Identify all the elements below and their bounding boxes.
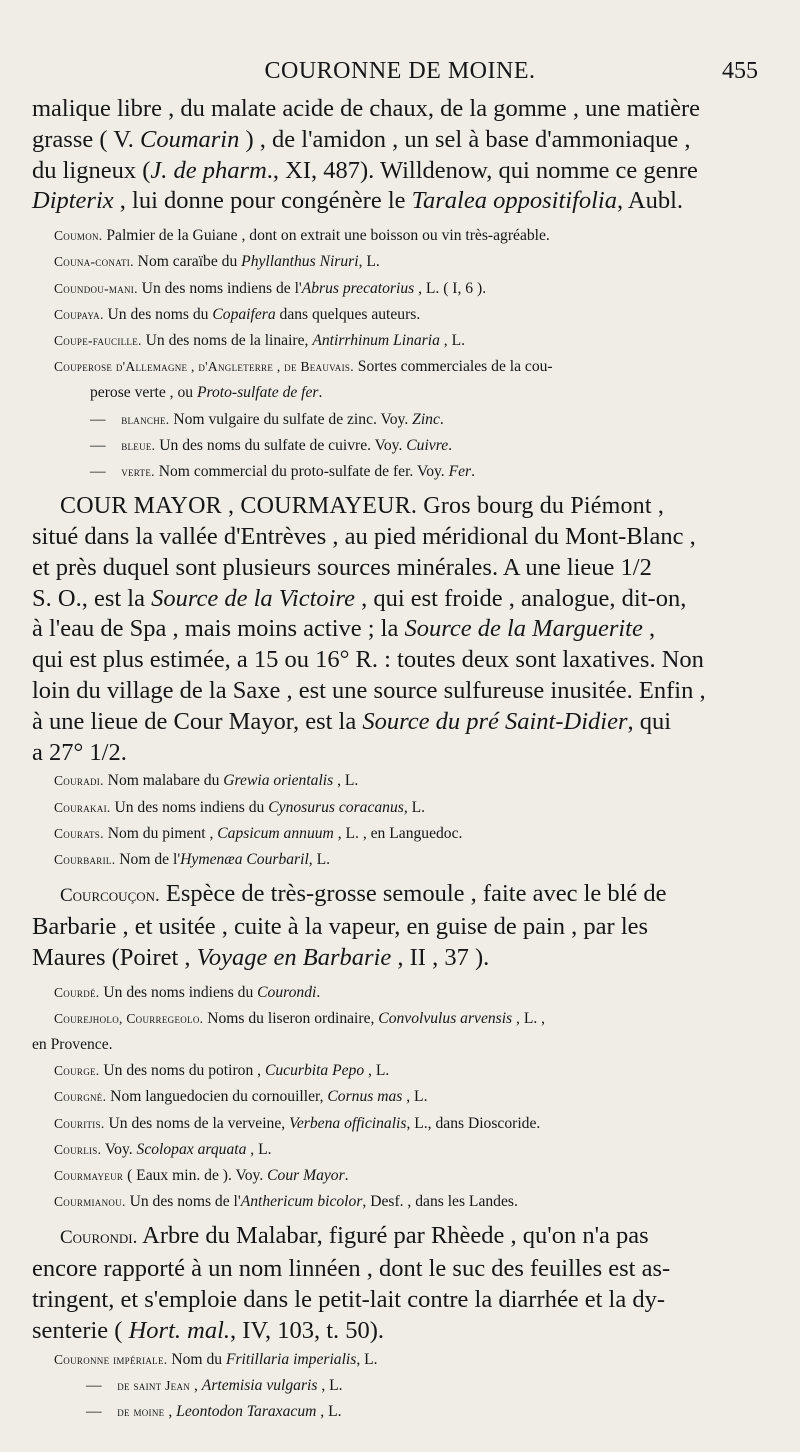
entry-couronne-moine: — de moine , Leontodon Taraxacum , L. [86, 1403, 342, 1421]
text-line: tringent, et s'emploie dans le petit-lait contre la diarrhée et la dy- [32, 1286, 666, 1314]
entry-couperose-bleue: — bleue. Un des noms du sulfate de cuivre. Voy. Cuivre. [90, 436, 453, 454]
entry-couperose-verte: — verte. Nom commercial du proto-sulfate de fer. Voy. Fer. [90, 463, 476, 481]
entry-courlis: Courlis. Voy. Scolopax arquata , L. [54, 1140, 272, 1158]
text-line: Maures (Poiret , Voyage en Barbarie , II , 37 ). [32, 943, 490, 971]
text-line: loin du village de la Saxe , est une source sulfureuse inusitée. Enfin , [32, 677, 706, 704]
entry-couronne-saint-jean: — de saint Jean , Artemisia vulgaris , L. [86, 1376, 343, 1394]
entry-coupe-faucille: Coupe-faucille. Un des noms de la linaire, Antirrhinum Linaria , L. [54, 332, 466, 349]
entry-coundou-mani: Coundou-mani. Un des noms indiens de l'Abrus precatorius , L. ( I, 6 ). [54, 279, 487, 297]
entry-coumon: Coumon. Palmier de la Guiane , dont on extrait une boisson ou vin très-agréable. [54, 227, 550, 245]
text-line: situé dans la vallée d'Entrèves , au pied méridional du Mont-Blanc , [32, 523, 696, 551]
running-title: COURONNE DE MOINE. [264, 58, 536, 84]
text-line: Courcouçon. Espèce de très-grosse semoule , faite avec le blé de [60, 880, 667, 908]
text-line: encore rapporté à un nom linnéen , dont le suc des feuilles est as- [32, 1255, 671, 1283]
text-line: qui est plus estimée, a 15 ou 16° R. : toutes deux sont laxatives. Non [32, 646, 704, 674]
text-line: grasse ( V. Coumarin ) , de l'amidon , un sel à base d'ammoniaque , [32, 125, 691, 153]
paragraph-courondi [32, 1221, 762, 1346]
text-line: du ligneux (J. de pharm., XI, 487). Willdenow, qui nomme ce genre [32, 156, 698, 184]
text-line: S. O., est la Source de la Victoire , qui est froide , analogue, dit-on, [32, 584, 687, 612]
entry-courmianou: Courmianou. Un des noms de l'Anthericum bicolor, Desf. , dans les Landes. [54, 1193, 518, 1211]
entry-couperose-cont: perose verte , ou Proto-sulfate de fer. [90, 384, 323, 402]
text-line: à l'eau de Spa , mais moins active ; la Source de la Marguerite , [32, 615, 656, 643]
text-line: Barbarie , et usitée , cuite à la vapeur, en guise de pain , par les [32, 913, 649, 940]
paragraph-courcoucon [32, 879, 762, 973]
entry-couperose-blanche: — blanche. Nom vulgaire du sulfate de zinc. Voy. Zinc. [90, 410, 444, 428]
entry-courejholo-cont: en Provence. [32, 1036, 113, 1053]
text-line: malique libre , du malate acide de chaux, de la gomme , une matière [32, 95, 701, 122]
text-line: Dipterix , lui donne pour congénère le Taralea oppositifolia, Aubl. [32, 187, 684, 215]
entry-courakai: Courakai. Un des noms indiens du Cynosurus coracanus, L. [54, 798, 426, 816]
paragraph-cour-mayor [32, 491, 762, 768]
entry-couritis: Couritis. Un des noms de la verveine, Verbena officinalis, L., dans Dioscoride. [54, 1114, 541, 1132]
entry-courejholo: Courejholo, Courregeolo. Noms du liseron ordinaire, Convolvulus arvensis , L. , [54, 1009, 546, 1027]
entry-couperose: Couperose d'Allemagne , d'Angleterre , de Beauvais. Sortes commerciales de la cou- [54, 358, 553, 376]
entry-courats: Courats. Nom du piment , Capsicum annuum , L. , en Languedoc. [54, 824, 463, 842]
entry-couna-conati: Couna-conati. Nom caraïbe du Phyllanthus Niruri, L. [54, 253, 380, 271]
text-line: a 27° 1/2. [32, 738, 127, 766]
entry-courbaril: Courbaril. Nom de l'Hymenæa Courbaril, L. [54, 851, 331, 868]
entry-couronne-imperiale: Couronne impériale. Nom du Fritillaria imperialis, L. [54, 1350, 378, 1368]
page-content [32, 94, 762, 1425]
text-line: COUR MAYOR , COURMAYEUR. Gros bourg du Piémont , [60, 493, 665, 520]
page-number: 455 [722, 58, 758, 84]
text-line: Courondi. Arbre du Malabar, figuré par Rhèede , qu'on n'a pas [60, 1222, 649, 1250]
entry-courgne: Courgné. Nom languedocien du cornouiller, Cornus mas , L. [54, 1088, 428, 1106]
entry-courde: Courdé. Un des noms indiens du Courondi. [54, 983, 321, 1001]
text-line: à une lieue de Cour Mayor, est la Source du pré Saint-Didier, qui [32, 707, 672, 735]
text-line: senterie ( Hort. mal., IV, 103, t. 50). [32, 1316, 385, 1344]
entry-couradi: Couradi. Nom malabare du Grewia orientalis , L. [54, 772, 359, 790]
entry-courge: Courge. Un des noms du potiron , Cucurbita Pepo , L. [54, 1062, 390, 1080]
text-line: et près duquel sont plusieurs sources minérales. A une lieue 1/2 [32, 553, 652, 581]
paragraph-coumarou [32, 94, 762, 217]
entry-courmayeur: Courmayeur ( Eaux min. de ). Voy. Cour Mayor. [54, 1167, 349, 1185]
page-header [0, 58, 800, 92]
entry-coupaya: Coupaya. Un des noms du Copaifera dans quelques auteurs. [54, 305, 421, 323]
